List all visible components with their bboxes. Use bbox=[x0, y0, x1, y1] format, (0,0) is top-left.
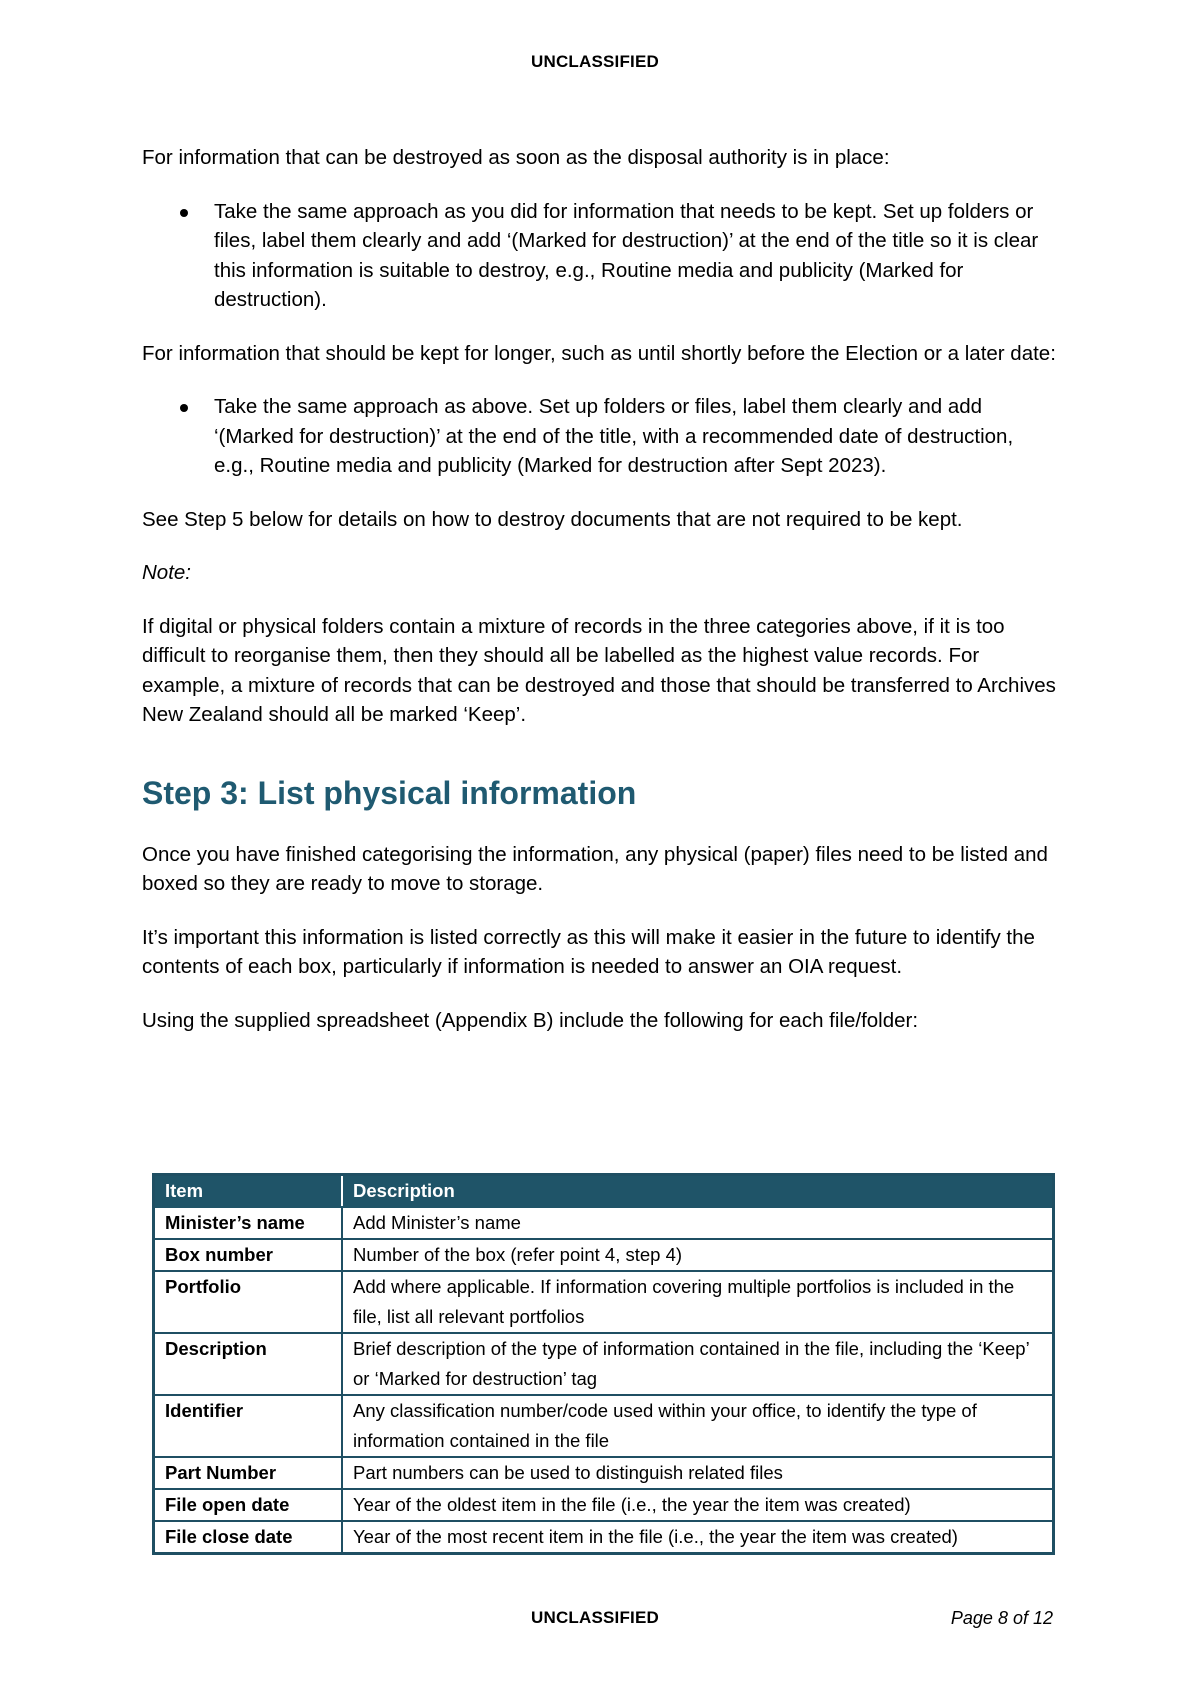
column-header-item: Item bbox=[154, 1175, 343, 1208]
description-cell: Year of the oldest item in the file (i.e., the year the item was created) bbox=[342, 1489, 1054, 1521]
table-row bbox=[154, 1239, 1054, 1271]
page-number: Page 8 of 12 bbox=[950, 1608, 1053, 1628]
item-cell: Portfolio bbox=[154, 1271, 343, 1333]
bullet-list-keep-longer bbox=[142, 392, 1057, 481]
item-cell: File open date bbox=[154, 1489, 343, 1521]
table-header-row bbox=[154, 1175, 1054, 1208]
items-table bbox=[152, 1173, 1055, 1555]
paragraph-keep-longer-intro: For information that should be kept for longer, such as until shortly before the Election or a later date: bbox=[142, 341, 1056, 365]
description-cell: Part numbers can be used to distinguish related files bbox=[342, 1457, 1054, 1489]
table-row bbox=[154, 1207, 1054, 1239]
table-row bbox=[154, 1395, 1054, 1457]
bullet-list-destroy bbox=[142, 197, 1057, 315]
bullet-icon bbox=[180, 209, 188, 217]
item-cell: Description bbox=[154, 1333, 343, 1395]
column-header-description: Description bbox=[342, 1175, 1054, 1208]
item-cell: Identifier bbox=[154, 1395, 343, 1457]
document-body bbox=[142, 143, 1057, 1059]
bullet-icon bbox=[180, 404, 188, 412]
description-cell: Number of the box (refer point 4, step 4) bbox=[342, 1239, 1054, 1271]
item-cell: Minister’s name bbox=[154, 1207, 343, 1239]
item-cell: File close date bbox=[154, 1521, 343, 1554]
table-row bbox=[154, 1521, 1054, 1554]
description-cell: Add Minister’s name bbox=[342, 1207, 1054, 1239]
item-cell: Part Number bbox=[154, 1457, 343, 1489]
header-classification: UNCLASSIFIED bbox=[530, 52, 660, 71]
item-cell: Box number bbox=[154, 1239, 343, 1271]
paragraph-list-boxed: Once you have finished categorising the information, any physical (paper) files need to be listed and boxed so they are ready to move to storage. bbox=[142, 842, 1048, 895]
table-row bbox=[154, 1333, 1054, 1395]
footer-classification: UNCLASSIFIED bbox=[530, 1608, 660, 1627]
paragraph-mixture: If digital or physical folders contain a mixture of records in the three categories above, if it is too difficult to reorganise them, then they should all be labelled as the highest value records. For example, a mixture of records that can be destroyed and those that should be transferred to Archives New Zealand should all be marked ‘Keep’. bbox=[142, 614, 1056, 726]
list-item: Take the same approach as above. Set up folders or files, label them clearly and add ‘(Marked for destruction)’ at the end of the title, with a recommended date of destruction, e.g., Routine media and publicity (Marked for destruction after Sept 2023). bbox=[142, 392, 1057, 481]
table-row bbox=[154, 1457, 1054, 1489]
table-row bbox=[154, 1271, 1054, 1333]
description-cell: Brief description of the type of information contained in the file, including the ‘Keep’ or ‘Marked for destruction’ tag bbox=[342, 1333, 1054, 1395]
table-row bbox=[154, 1489, 1054, 1521]
note-label: Note: bbox=[142, 561, 191, 584]
section-heading: Step 3: List physical information bbox=[142, 774, 637, 811]
paragraph-spreadsheet: Using the supplied spreadsheet (Appendix B) include the following for each file/folder: bbox=[142, 1008, 919, 1032]
list-item: Take the same approach as you did for information that needs to be kept. Set up folders or files, label them clearly and add ‘(Marked for destruction)’ at the end of the title so it is clear this information is suitable to destroy, e.g., Routine media and publicity (Marked for destruction). bbox=[142, 197, 1057, 315]
paragraph-see-step5: See Step 5 below for details on how to destroy documents that are not required to be kept. bbox=[142, 507, 963, 531]
description-cell: Year of the most recent item in the file (i.e., the year the item was created) bbox=[342, 1521, 1054, 1554]
description-cell: Add where applicable. If information covering multiple portfolios is included in the file, list all relevant portfolios bbox=[342, 1271, 1054, 1333]
paragraph-important: It’s important this information is listed correctly as this will make it easier in the future to identify the contents of each box, particularly if information is needed to answer an OIA request. bbox=[142, 925, 1035, 978]
description-cell: Any classification number/code used within your office, to identify the type of information contained in the file bbox=[342, 1395, 1054, 1457]
paragraph-destroy-intro: For information that can be destroyed as soon as the disposal authority is in place: bbox=[142, 146, 890, 169]
